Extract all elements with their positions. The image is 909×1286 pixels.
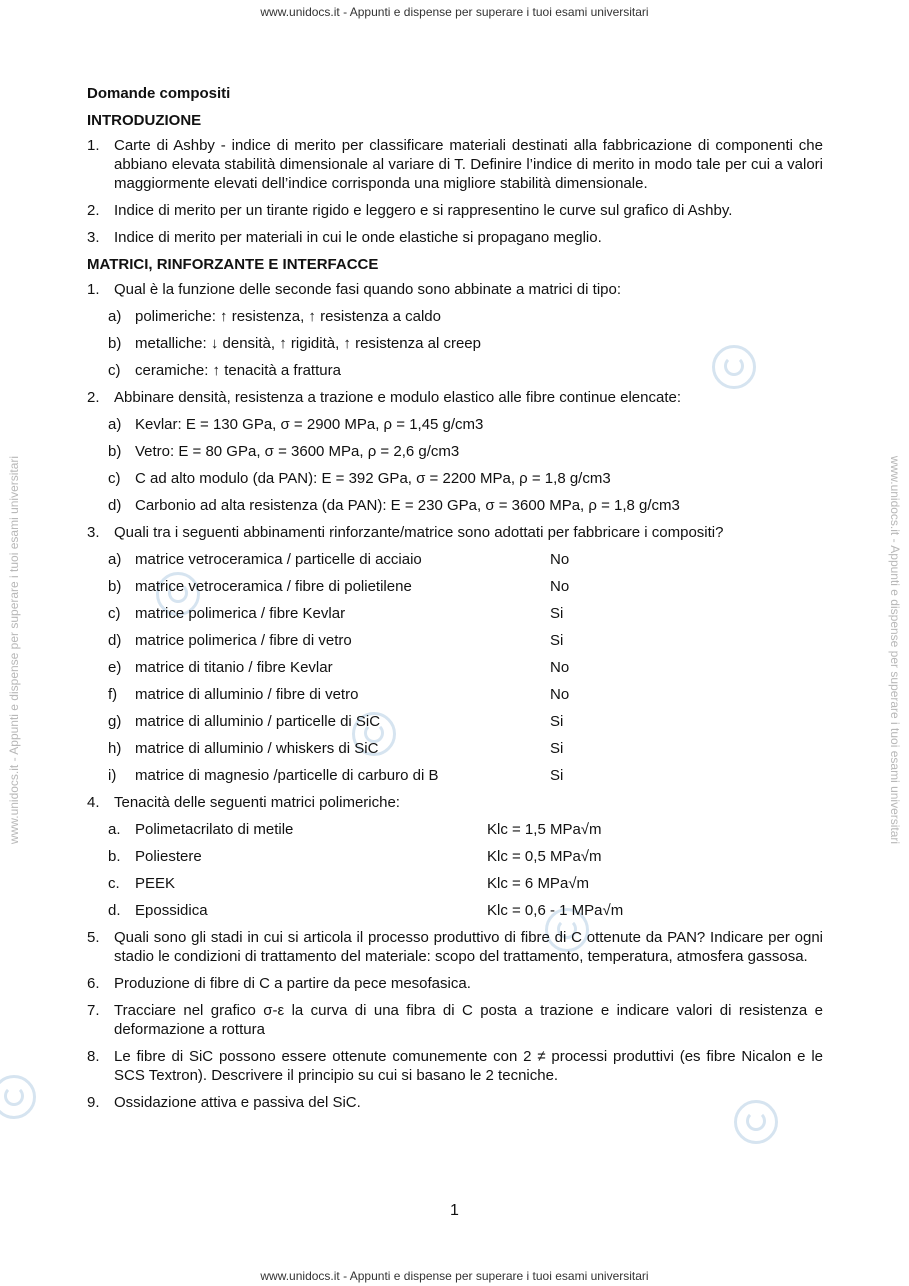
sub-item <box>87 415 823 434</box>
sub-letter: a) <box>108 308 122 325</box>
list-item <box>87 228 823 247</box>
toughness-value: Klc = 6 MPa√m <box>487 875 590 892</box>
sub-text: matrice di alluminio / whiskers di SiC <box>135 740 379 757</box>
item-text: Quali tra i seguenti abbinamenti rinforzante/matrice sono adottati per fabbricare i compositi? <box>114 524 724 541</box>
answer-label: Si <box>550 632 564 649</box>
page-number: 1 <box>450 1202 459 1219</box>
item-text: Le fibre di SiC possono essere ottenute comunemente con 2 ≠ processi produttivi (es fibre Nicalon e le SCS Textron). Descrivere il principio su cui si basano le 2 tecniche. <box>114 1048 823 1084</box>
sub-letter: f) <box>108 686 118 703</box>
sub-item <box>87 658 823 677</box>
document-title: Domande compositi <box>87 85 231 102</box>
item-number: 2. <box>87 202 100 219</box>
sub-letter: e) <box>108 659 122 676</box>
answer-label: No <box>550 551 570 568</box>
sub-item <box>87 685 823 704</box>
item-text: Tracciare nel grafico σ-ε la curva di una fibra di C posta a trazione e indicare valori di resistenza e deformazione a rottura <box>114 1002 823 1038</box>
watermark-logo-icon <box>0 1075 36 1119</box>
section-title-matrici: MATRICI, RINFORZANTE E INTERFACCE <box>87 256 379 273</box>
sub-item <box>87 442 823 461</box>
footer-banner: www.unidocs.it - Appunti e dispense per superare i tuoi esami universitari <box>260 1269 649 1283</box>
list-item <box>87 974 823 993</box>
sub-item <box>87 550 823 569</box>
list-item <box>87 201 823 220</box>
item-text: Indice di merito per materiali in cui le onde elastiche si propagano meglio. <box>114 229 602 246</box>
sub-text: Polimetacrilato di metile <box>135 821 294 838</box>
item-text: Produzione di fibre di C a partire da pece mesofasica. <box>114 975 471 992</box>
item-text: Tenacità delle seguenti matrici polimeriche: <box>114 794 400 811</box>
sub-text: Vetro: E = 80 GPa, σ = 3600 MPa, ρ = 2,6 g/cm3 <box>135 443 460 460</box>
sub-text: Carbonio ad alta resistenza (da PAN): E = 230 GPa, σ = 3600 MPa, ρ = 1,8 g/cm3 <box>135 497 680 514</box>
sub-text: ceramiche: ↑ tenacità a frattura <box>135 362 341 379</box>
item-number: 3. <box>87 524 100 541</box>
sub-text: C ad alto modulo (da PAN): E = 392 GPa, σ = 2200 MPa, ρ = 1,8 g/cm3 <box>135 470 611 487</box>
answer-label: No <box>550 686 570 703</box>
item-number: 1. <box>87 281 100 298</box>
list-item <box>87 1047 823 1085</box>
side-watermark-right: www.unidocs.it - Appunti e dispense per superare i tuoi esami universitari <box>888 455 902 845</box>
item-text: Carte di Ashby - indice di merito per classificare materiali destinati alla fabbricazione di componenti che abbiano elevata stabilità dimensionale al variare di T. Definire l’indice di merito in modo tale per cui a valori maggiormente elevati dell’indice corrisponda una migliore stabilità dimensionale. <box>114 137 823 192</box>
toughness-value: Klc = 1,5 MPa√m <box>487 821 602 838</box>
document-body <box>87 84 823 1120</box>
sub-text: metalliche: ↓ densità, ↑ rigidità, ↑ resistenza al creep <box>135 335 481 352</box>
sub-letter: d) <box>108 497 122 514</box>
header-banner: www.unidocs.it - Appunti e dispense per superare i tuoi esami universitari <box>260 5 649 19</box>
list-item <box>87 793 823 812</box>
sub-text: matrice vetroceramica / fibre di polietilene <box>135 578 412 595</box>
sub-letter: a. <box>108 821 121 838</box>
sub-letter: b) <box>108 443 122 460</box>
sub-item <box>87 577 823 596</box>
sub-item <box>87 712 823 731</box>
sub-item <box>87 847 823 866</box>
sub-item <box>87 901 823 920</box>
sub-text: matrice vetroceramica / particelle di acciaio <box>135 551 422 568</box>
sub-text: matrice polimerica / fibre di vetro <box>135 632 352 649</box>
item-number: 5. <box>87 929 100 946</box>
item-text: Indice di merito per un tirante rigido e leggero e si rappresentino le curve sul grafico di Ashby. <box>114 202 733 219</box>
sub-letter: g) <box>108 713 122 730</box>
sub-text: matrice di magnesio /particelle di carburo di B <box>135 767 439 784</box>
item-text: Quali sono gli stadi in cui si articola il processo produttivo di fibre di C ottenute da PAN? Indicare per ogni stadio le condizioni di trattamento del materiale: scopo del trattamento, temperatura, atmosfera gassosa. <box>114 929 823 965</box>
list-item <box>87 388 823 407</box>
item-number: 6. <box>87 975 100 992</box>
answer-label: No <box>550 578 570 595</box>
sub-item <box>87 469 823 488</box>
sub-letter: c) <box>108 362 121 379</box>
list-item <box>87 1093 823 1112</box>
section-title-introduzione: INTRODUZIONE <box>87 112 202 129</box>
list-item <box>87 1001 823 1039</box>
sub-item <box>87 496 823 515</box>
sub-item <box>87 631 823 650</box>
item-number: 7. <box>87 1002 100 1019</box>
sub-letter: d) <box>108 632 122 649</box>
item-number: 1. <box>87 137 100 154</box>
answer-label: Si <box>550 605 564 622</box>
sub-text: matrice di alluminio / fibre di vetro <box>135 686 359 703</box>
item-number: 2. <box>87 389 100 406</box>
sub-text: matrice polimerica / fibre Kevlar <box>135 605 346 622</box>
sub-letter: h) <box>108 740 122 757</box>
sub-item <box>87 361 823 380</box>
answer-label: Si <box>550 740 564 757</box>
item-number: 4. <box>87 794 100 811</box>
item-number: 3. <box>87 229 100 246</box>
list-item <box>87 136 823 193</box>
sub-text: matrice di alluminio / particelle di SiC <box>135 713 381 730</box>
answer-label: Si <box>550 713 564 730</box>
answer-label: Si <box>550 767 564 784</box>
sub-letter: c. <box>108 875 120 892</box>
list-item <box>87 523 823 542</box>
sub-letter: i) <box>108 767 117 784</box>
sub-item <box>87 334 823 353</box>
list-item <box>87 280 823 299</box>
sub-item <box>87 307 823 326</box>
sub-letter: b. <box>108 848 121 865</box>
list-item <box>87 928 823 966</box>
sub-item <box>87 874 823 893</box>
item-text: Ossidazione attiva e passiva del SiC. <box>114 1094 361 1111</box>
item-number: 8. <box>87 1048 100 1065</box>
sub-item <box>87 766 823 785</box>
sub-letter: a) <box>108 416 122 433</box>
item-text: Qual è la funzione delle seconde fasi quando sono abbinate a matrici di tipo: <box>114 281 622 298</box>
sub-item <box>87 604 823 623</box>
sub-item <box>87 739 823 758</box>
sub-letter: a) <box>108 551 122 568</box>
side-watermark-left: www.unidocs.it - Appunti e dispense per superare i tuoi esami universitari <box>7 455 21 845</box>
item-number: 9. <box>87 1094 100 1111</box>
sub-letter: d. <box>108 902 121 919</box>
toughness-value: Klc = 0,5 MPa√m <box>487 848 602 865</box>
sub-text: Kevlar: E = 130 GPa, σ = 2900 MPa, ρ = 1,45 g/cm3 <box>135 416 484 433</box>
sub-text: Epossidica <box>135 902 208 919</box>
sub-text: Poliestere <box>135 848 202 865</box>
sub-letter: b) <box>108 578 122 595</box>
sub-item <box>87 820 823 839</box>
sub-text: polimeriche: ↑ resistenza, ↑ resistenza a caldo <box>135 308 441 325</box>
sub-text: PEEK <box>135 875 176 892</box>
sub-letter: c) <box>108 470 121 487</box>
sub-text: matrice di titanio / fibre Kevlar <box>135 659 333 676</box>
item-text: Abbinare densità, resistenza a trazione e modulo elastico alle fibre continue elencate: <box>114 389 682 406</box>
toughness-value: Klc = 0,6 - 1 MPa√m <box>487 902 624 919</box>
sub-letter: c) <box>108 605 121 622</box>
answer-label: No <box>550 659 570 676</box>
sub-letter: b) <box>108 335 122 352</box>
